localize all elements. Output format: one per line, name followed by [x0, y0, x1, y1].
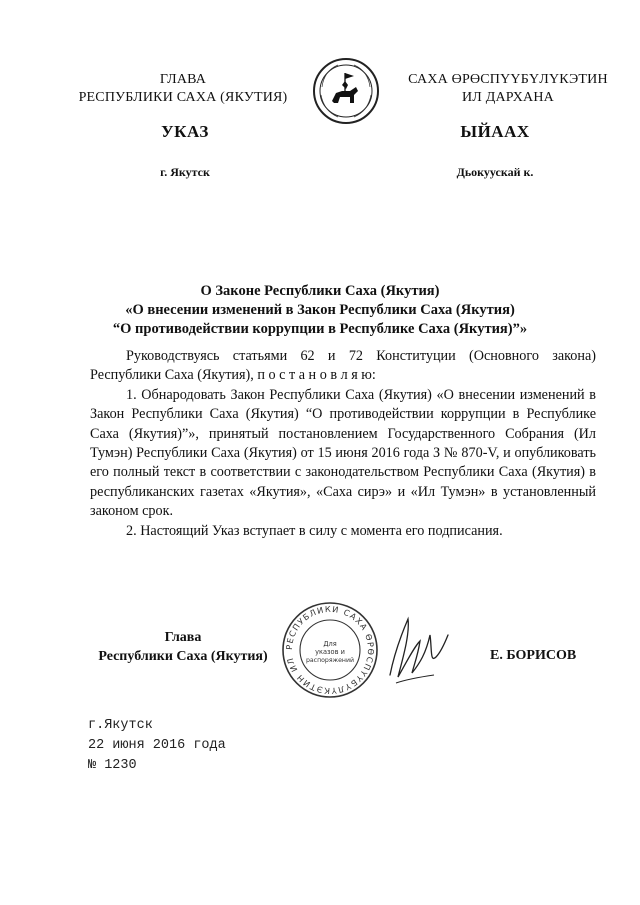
decree-item-2: 2. Настоящий Указ вступает в силу с момента его подписания.: [126, 522, 503, 539]
city-left: г. Якутск: [160, 165, 210, 179]
header-left-line2: РЕСПУБЛИКИ САХА (ЯКУТИЯ): [78, 90, 288, 105]
decree-title-line1: О Законе Республики Саха (Якутия): [200, 283, 440, 299]
registration-date: 22 июня 2016 года: [88, 738, 226, 753]
registration-number: № 1230: [88, 758, 137, 773]
stamp-center-line1: Для: [323, 640, 337, 648]
decree-intro: Руководствуясь статьями 62 и 72 Конституции (Основного закона) Республики Саха (Якутия), п о с т а н о в л я ю:: [90, 348, 596, 384]
decree-body: [90, 347, 596, 541]
registration-block: [88, 716, 338, 776]
signatory-name: Е. БОРИСОВ: [490, 648, 577, 663]
header-left-title: [68, 71, 298, 107]
header-right-line1: САХА ӨРӨСПYYБYЛYКЭТИН: [408, 72, 608, 87]
city-right: Дьокуускай к.: [456, 165, 534, 179]
coat-of-arms-emblem: [312, 57, 380, 125]
doc-type-left: УКАЗ: [161, 122, 209, 141]
signatory-position: [88, 628, 278, 666]
decree-title: [60, 282, 580, 339]
registration-city: г.Якутск: [88, 718, 153, 733]
decree-item-1: 1. Обнародовать Закон Республики Саха (Якутия) «О внесении изменений в Закон Республики Саха (Якутия) “О противодействии коррупции в Республике Саха (Якутия)”», принятый постановлением Государственного Собрания (Ил Тумэн) Республики Саха (Якутия) от 15 июня 2016 года З № 870-V, и опубликовать его полный текст в соответствии с законодательством Республики Саха (Якутия) в республиканских газетах «Якутия», «Саха сирэ» и «Ил Тумэн» в установленный законом срок.: [90, 386, 596, 520]
signatory-position-line1: Глава: [164, 630, 202, 645]
decree-title-line3: “О противодействии коррупции в Республике Саха (Якутия)”»: [112, 321, 528, 337]
stamp-ring-text: РЕСПУБЛИКИ САХА ӨРӨСПYYБYЛYКЭТИН ИЛ: [283, 603, 377, 697]
doc-type-right: ЫЙААХ: [460, 122, 530, 141]
stamp-center-line3: распоряжений: [305, 657, 355, 664]
signatory-position-line2: Республики Саха (Якутия): [98, 649, 268, 664]
handwritten-signature: [350, 605, 460, 695]
stamp-center-line2: указов и: [315, 648, 345, 656]
header-left-line1: ГЛАВА: [159, 72, 207, 87]
header-right-title: [388, 71, 628, 107]
decree-title-line2: «О внесении изменений в Закон Республики Саха (Якутия): [125, 302, 515, 318]
header-right-line2: ИЛ ДАРХАНА: [461, 90, 554, 105]
